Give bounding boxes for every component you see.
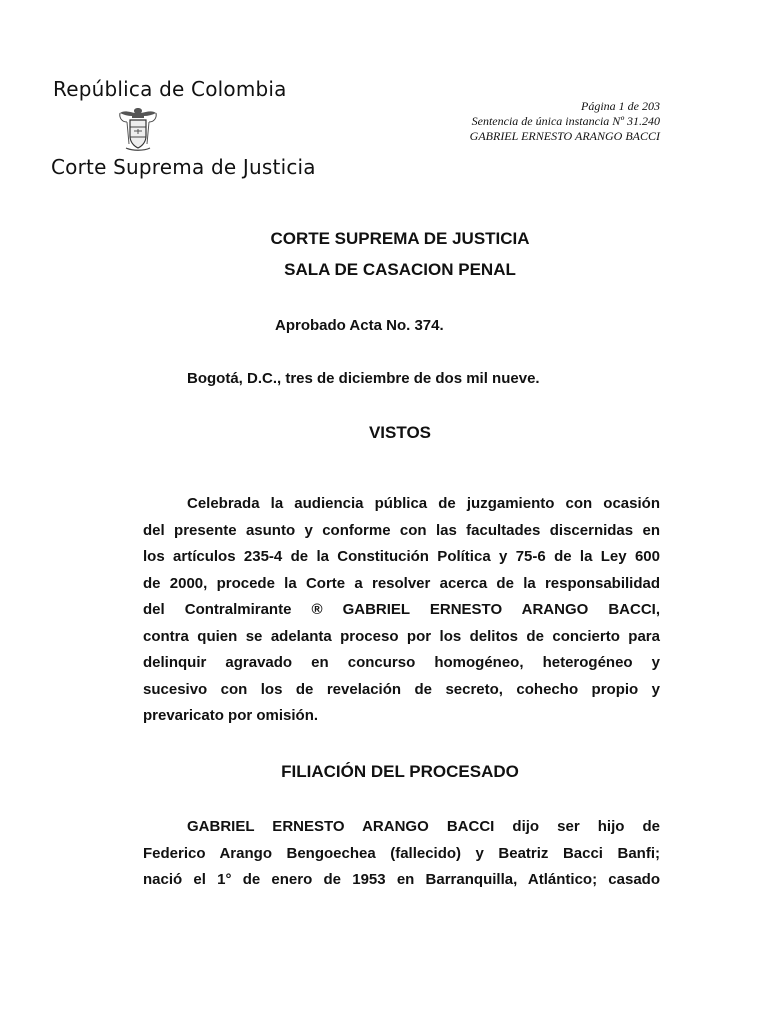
paragraph-line: del Contralmirante ® GABRIEL ERNESTO ARANGO BACCI, <box>143 601 660 618</box>
vistos-heading: VISTOS <box>368 423 432 442</box>
letterhead-country: República de Colombia <box>53 77 287 101</box>
paragraph-line: delinquir agravado en concurso homogéneo, heterogéneo y <box>143 654 660 671</box>
page-number: Página 1 de 203 <box>581 99 660 113</box>
paragraph-line: GABRIEL ERNESTO ARANGO BACCI dijo ser hijo de <box>187 818 660 835</box>
paragraph-line: nació el 1° de enero de 1953 en Barranquilla, Atlántico; casado <box>143 871 660 888</box>
defendant-name: GABRIEL ERNESTO ARANGO BACCI <box>469 129 660 143</box>
chamber-heading: SALA DE CASACION PENAL <box>284 260 516 279</box>
coat-of-arms-icon <box>118 104 158 152</box>
paragraph-line: sucesivo con los de revelación de secreto, cohecho propio y <box>143 680 660 698</box>
paragraph-line: del presente asunto y conforme con las facultades discernidas en <box>143 521 660 539</box>
paragraph-line: Celebrada la audiencia pública de juzgamiento con ocasión <box>187 495 660 512</box>
filiacion-paragraph <box>143 814 660 894</box>
approval-line: Aprobado Acta No. 374. <box>275 317 444 334</box>
paragraph-line: contra quien se adelanta proceso por los delitos de concierto para <box>143 627 660 645</box>
letterhead-institution: Corte Suprema de Justicia <box>51 155 316 179</box>
paragraph-line: de 2000, procede la Corte a resolver acerca de la responsabilidad <box>143 574 660 592</box>
paragraph-line: prevaricato por omisión. <box>143 707 319 724</box>
paragraph-line: Federico Arango Bengoechea (fallecido) y Beatriz Bacci Banfi; <box>143 844 660 862</box>
vistos-paragraph <box>143 491 660 730</box>
date-line: Bogotá, D.C., tres de diciembre de dos mil nueve. <box>187 370 540 387</box>
paragraph-line: los artículos 235-4 de la Constitución Política y 75-6 de la Ley 600 <box>143 548 660 565</box>
court-heading: CORTE SUPREMA DE JUSTICIA <box>270 229 530 248</box>
sentence-number: Sentencia de única instancia Nº 31.240 <box>471 114 660 128</box>
filiacion-heading: FILIACIÓN DEL PROCESADO <box>281 762 519 781</box>
